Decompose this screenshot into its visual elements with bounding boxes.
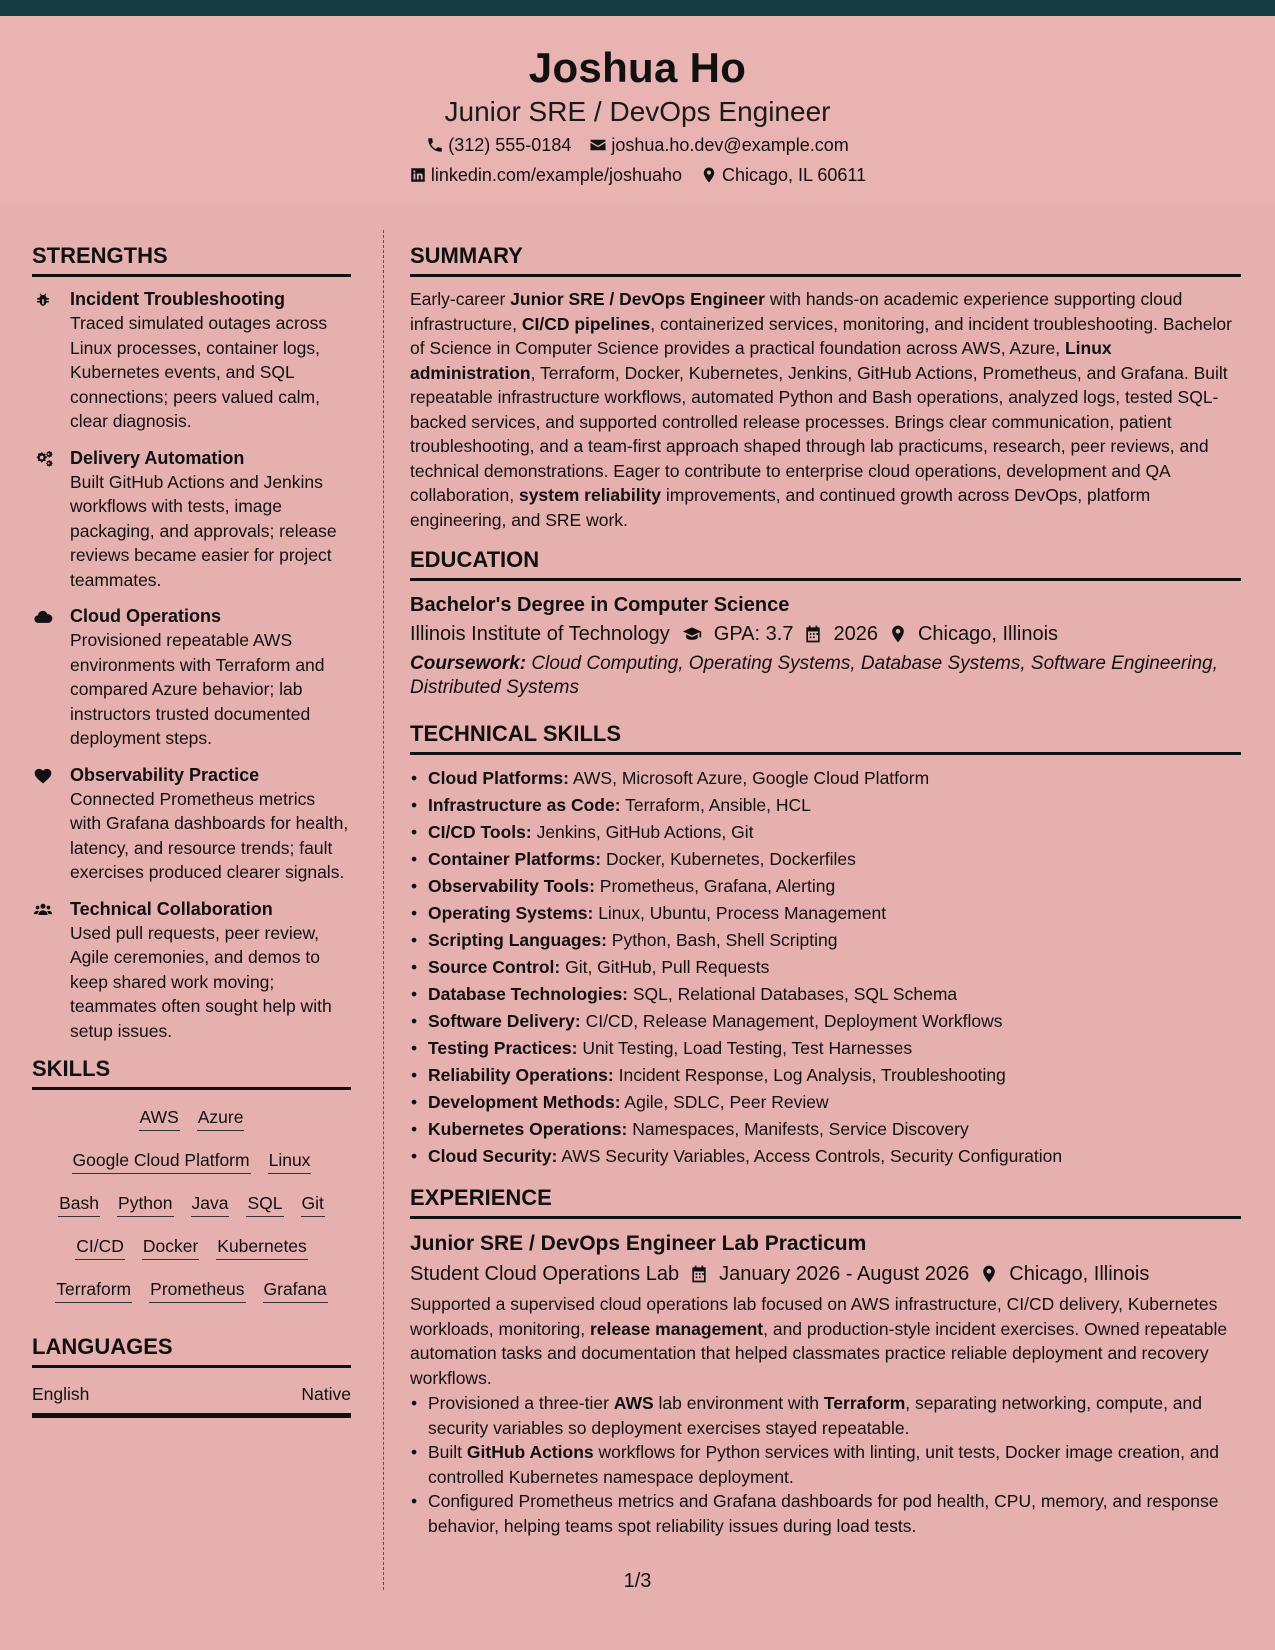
skill-tag: Bash	[58, 1192, 100, 1217]
skill-category: Cloud Platforms:	[428, 768, 569, 788]
map-pin-icon	[979, 1264, 999, 1284]
page-number: 1/3	[623, 1570, 652, 1592]
text-run: lab environment with	[653, 1393, 824, 1413]
technical-skill-item	[410, 846, 1241, 873]
skill-tag: Docker	[142, 1235, 199, 1260]
languages-heading: LANGUAGES	[32, 1333, 351, 1368]
map-pin-icon	[888, 624, 908, 644]
experience-org: Student Cloud Operations Lab	[410, 1263, 680, 1285]
skill-tag: Kubernetes	[216, 1235, 308, 1260]
graduation-year: 2026	[833, 623, 878, 645]
technical-skill-item	[410, 1089, 1241, 1116]
experience-intro	[410, 1292, 1241, 1390]
skill-values: Terraform, Ansible, HCL	[620, 795, 811, 815]
coursework-label: Coursework:	[410, 653, 527, 674]
skill-category: Operating Systems:	[428, 903, 594, 923]
strength-title: Observability Practice	[70, 764, 260, 785]
email-text: joshua.ho.dev@example.com	[611, 135, 849, 155]
skill-tag: CI/CD	[75, 1235, 125, 1260]
coursework-line	[410, 652, 1241, 700]
skill-values: SQL, Relational Databases, SQL Schema	[628, 984, 958, 1004]
language-name: English	[32, 1384, 90, 1404]
skill-row	[32, 1192, 351, 1217]
skill-tag: Terraform	[55, 1278, 132, 1303]
strength-item	[32, 446, 351, 593]
skill-category: Container Platforms:	[428, 849, 602, 869]
strength-description: Connected Prometheus metrics with Grafana dashboards for health, latency, and resource trends; fault exercises produced clearer signals.	[70, 788, 349, 882]
calendar-icon	[803, 624, 823, 644]
skills-section	[32, 1055, 351, 1303]
strengths-heading: STRENGTHS	[32, 242, 351, 277]
education-heading: EDUCATION	[410, 546, 1241, 581]
skill-values: CI/CD, Release Management, Deployment Workflows	[580, 1011, 1003, 1031]
skill-tag: Google Cloud Platform	[72, 1149, 251, 1174]
strength-title: Technical Collaboration	[70, 898, 273, 919]
skill-row	[32, 1235, 351, 1260]
skill-category: Database Technologies:	[428, 984, 629, 1004]
experience-location: Chicago, Illinois	[1009, 1263, 1150, 1285]
coursework-list: Cloud Computing, Operating Systems, Database Systems, Software Engineering, Distributed Systems	[410, 653, 1218, 698]
experience-section	[410, 1184, 1241, 1538]
skill-tag: Python	[117, 1192, 173, 1217]
skill-values: Namespaces, Manifests, Service Discovery	[627, 1119, 969, 1139]
text-run: Supported a supervised cloud operations lab focused on AWS infrastructure, CI/CD delivery, Kubernetes workloads, monitoring,	[410, 1294, 1218, 1339]
skill-values: Incident Response, Log Analysis, Troubleshooting	[613, 1065, 1006, 1085]
skill-tag: SQL	[246, 1192, 283, 1217]
skill-category: Kubernetes Operations:	[428, 1119, 628, 1139]
candidate-title: Junior SRE / DevOps Engineer	[444, 96, 831, 127]
bold-text: CI/CD pipelines	[521, 313, 651, 334]
bold-text: Linux administration	[410, 338, 1112, 383]
skill-row	[32, 1106, 351, 1131]
skill-tag: Java	[191, 1192, 230, 1217]
strength-description: Used pull requests, peer review, Agile ceremonies, and demos to keep shared work moving; teammates often sought help with setup issues.	[70, 922, 332, 1041]
education-section	[410, 546, 1241, 700]
contact-email[interactable]	[589, 130, 848, 160]
graduation-cap-icon	[680, 624, 704, 644]
strength-item	[32, 897, 351, 1044]
skill-tag: Azure	[197, 1106, 245, 1131]
skill-values: Agile, SDLC, Peer Review	[620, 1092, 829, 1112]
linkedin-text: linkedin.com/example/joshuaho	[430, 165, 683, 185]
top-accent-bar	[0, 0, 1275, 16]
text-run: , separating networking, compute, and security variables so deployment exercises stayed repeatable.	[428, 1393, 1202, 1438]
degree-title: Bachelor's Degree in Computer Science	[410, 594, 790, 616]
skill-tag: Linux	[268, 1149, 312, 1174]
skill-tag: Grafana	[263, 1278, 328, 1303]
strength-title: Delivery Automation	[70, 447, 245, 468]
technical-skills-section	[410, 720, 1241, 1170]
technical-skill-item	[410, 900, 1241, 927]
resume-header	[0, 16, 1275, 204]
skill-category: Observability Tools:	[428, 876, 595, 896]
text-run: Early-career	[410, 289, 511, 309]
skill-values: Python, Bash, Shell Scripting	[606, 930, 838, 950]
skill-values: Docker, Kubernetes, Dockerfiles	[601, 849, 856, 869]
phone-icon	[426, 136, 444, 154]
linkedin-icon	[409, 166, 427, 184]
contact-line-1	[0, 130, 1275, 160]
strength-description: Provisioned repeatable AWS environments with Terraform and compared Azure behavior; lab instructors trusted documented deployment steps.	[70, 630, 325, 748]
experience-bullet	[410, 1489, 1241, 1538]
contact-linkedin[interactable]	[409, 160, 682, 190]
experience-bullet	[410, 1440, 1241, 1489]
experience-role-title: Junior SRE / DevOps Engineer Lab Practicum	[410, 1232, 867, 1255]
technical-skill-item	[410, 1143, 1241, 1170]
skill-category: Scripting Languages:	[428, 930, 607, 950]
strength-item	[32, 763, 351, 885]
summary-heading: SUMMARY	[410, 242, 1241, 277]
skills-tag-cloud	[32, 1100, 351, 1303]
skill-category: CI/CD Tools:	[428, 822, 532, 842]
bold-text: Terraform	[823, 1393, 906, 1413]
text-run: , Terraform, Docker, Kubernetes, Jenkins, GitHub Actions, Prometheus, and Grafana. Built repeatable infrastructure workflows, automated Python and Bash operations, analyzed logs, tested SQL-backed services, and supported controlled release processes. Brings clear communication, patient troubleshooting, and a team-first approach shaped through lab practicums, research, peer reviews, and technical demonstrations. Eager to contribute to enterprise cloud operations, development and QA collaboration,	[410, 362, 1228, 505]
skill-tag: Git	[301, 1192, 325, 1217]
technical-skill-item	[410, 1035, 1241, 1062]
languages-section	[32, 1333, 351, 1418]
technical-skill-item	[410, 1008, 1241, 1035]
skill-category: Development Methods:	[428, 1092, 621, 1112]
skill-tag: AWS	[139, 1106, 180, 1131]
text-run: , and production-style incident exercises. Owned repeatable automation tasks and documentation that helped classmates practice reliable deployment and recovery workflows.	[410, 1318, 1228, 1388]
experience-bullet	[410, 1391, 1241, 1440]
skill-values: Linux, Ubuntu, Process Management	[593, 903, 887, 923]
gpa-text: GPA: 3.7	[713, 623, 794, 645]
language-level: Native	[301, 1384, 351, 1404]
skill-values: AWS, Microsoft Azure, Google Cloud Platform	[568, 768, 930, 788]
skill-category: Software Delivery:	[428, 1011, 581, 1031]
text-run: Built	[428, 1442, 467, 1462]
users-icon	[32, 897, 58, 1044]
bold-text: AWS	[613, 1393, 654, 1413]
technical-skill-item	[410, 765, 1241, 792]
text-run: , containerized services, monitoring, and incident troubleshooting. Bachelor of Science in Computer Science provides a practical foundation across AWS, Azure,	[410, 313, 1232, 358]
bold-text: release management	[589, 1318, 764, 1339]
skill-values: AWS Security Variables, Access Controls, Security Configuration	[557, 1146, 1063, 1166]
contact-phone[interactable]	[426, 130, 571, 160]
strength-title: Incident Troubleshooting	[70, 289, 285, 309]
skill-category: Reliability Operations:	[428, 1065, 614, 1085]
text-run: with hands-on academic experience supporting cloud infrastructure,	[410, 289, 1183, 334]
contact-line-2	[0, 160, 1275, 190]
bold-text: GitHub Actions	[466, 1442, 594, 1462]
technical-skill-item	[410, 954, 1241, 981]
strength-item	[32, 604, 351, 751]
skill-category: Cloud Security:	[428, 1146, 558, 1166]
technical-skill-item	[410, 981, 1241, 1008]
experience-bullets	[410, 1391, 1241, 1538]
bold-text: system reliability	[518, 485, 661, 505]
technical-skill-item	[410, 873, 1241, 900]
education-meta	[410, 619, 1241, 649]
cloud-icon	[32, 604, 58, 751]
text-run: workflows for Python services with linting, unit tests, Docker image creation, and controlled Kubernetes namespace deployment.	[428, 1442, 1220, 1487]
skill-category: Infrastructure as Code:	[428, 795, 621, 815]
summary-text	[410, 287, 1241, 532]
strength-description: Built GitHub Actions and Jenkins workflows with tests, image packaging, and approvals; release reviews became easier for project teammates.	[70, 471, 337, 590]
skill-category: Source Control:	[428, 957, 561, 977]
skill-row	[32, 1149, 351, 1174]
strength-description: Traced simulated outages across Linux processes, container logs, Kubernetes events, and SQL connections; peers valued calm, clear diagnosis.	[70, 313, 328, 431]
left-column	[32, 242, 351, 1418]
technical-skill-item	[410, 1116, 1241, 1143]
text-run: improvements, and continued growth across DevOps, platform engineering, and SRE work.	[410, 485, 1151, 530]
technical-skills-heading: TECHNICAL SKILLS	[410, 720, 1241, 755]
calendar-icon	[689, 1264, 709, 1284]
candidate-name: Joshua Ho	[528, 44, 747, 91]
skill-tag: Prometheus	[149, 1278, 245, 1303]
experience-dates: January 2026 - August 2026	[719, 1263, 970, 1285]
skill-row	[32, 1278, 351, 1303]
map-pin-icon	[700, 166, 718, 184]
summary-section	[410, 242, 1241, 532]
envelope-icon	[589, 136, 607, 154]
experience-heading: EXPERIENCE	[410, 1184, 1241, 1219]
skill-values: Git, GitHub, Pull Requests	[560, 957, 770, 977]
strength-title: Cloud Operations	[70, 606, 222, 626]
heart-icon	[32, 763, 58, 885]
strengths-section	[32, 242, 351, 1043]
skill-values: Jenkins, GitHub Actions, Git	[531, 822, 754, 842]
technical-skill-item	[410, 792, 1241, 819]
skill-category: Testing Practices:	[428, 1038, 578, 1058]
technical-skill-item	[410, 927, 1241, 954]
skill-values: Unit Testing, Load Testing, Test Harnesses	[577, 1038, 913, 1058]
language-row	[32, 1378, 351, 1418]
school-name: Illinois Institute of Technology	[410, 623, 670, 645]
bold-text: Junior SRE / DevOps Engineer	[510, 289, 765, 309]
strength-item	[32, 287, 351, 434]
location-text: Chicago, IL 60611	[722, 165, 867, 185]
text-run: Configured Prometheus metrics and Grafana dashboards for pod health, CPU, memory, and response behavior, helping teams spot reliability issues during load tests.	[428, 1491, 1219, 1536]
contact-location	[700, 160, 866, 190]
gears-icon	[32, 446, 58, 593]
phone-text: (312) 555-0184	[448, 135, 572, 155]
bug-icon	[32, 287, 58, 434]
education-location: Chicago, Illinois	[917, 623, 1059, 645]
skills-heading: SKILLS	[32, 1055, 351, 1090]
text-run: Provisioned a three-tier	[428, 1393, 614, 1413]
technical-skills-list	[410, 765, 1241, 1170]
skill-values: Prometheus, Grafana, Alerting	[594, 876, 836, 896]
experience-meta	[410, 1259, 1241, 1289]
technical-skill-item	[410, 1062, 1241, 1089]
technical-skill-item	[410, 819, 1241, 846]
strengths-list	[32, 287, 351, 1043]
column-divider	[383, 230, 384, 1590]
right-column	[410, 242, 1241, 1538]
